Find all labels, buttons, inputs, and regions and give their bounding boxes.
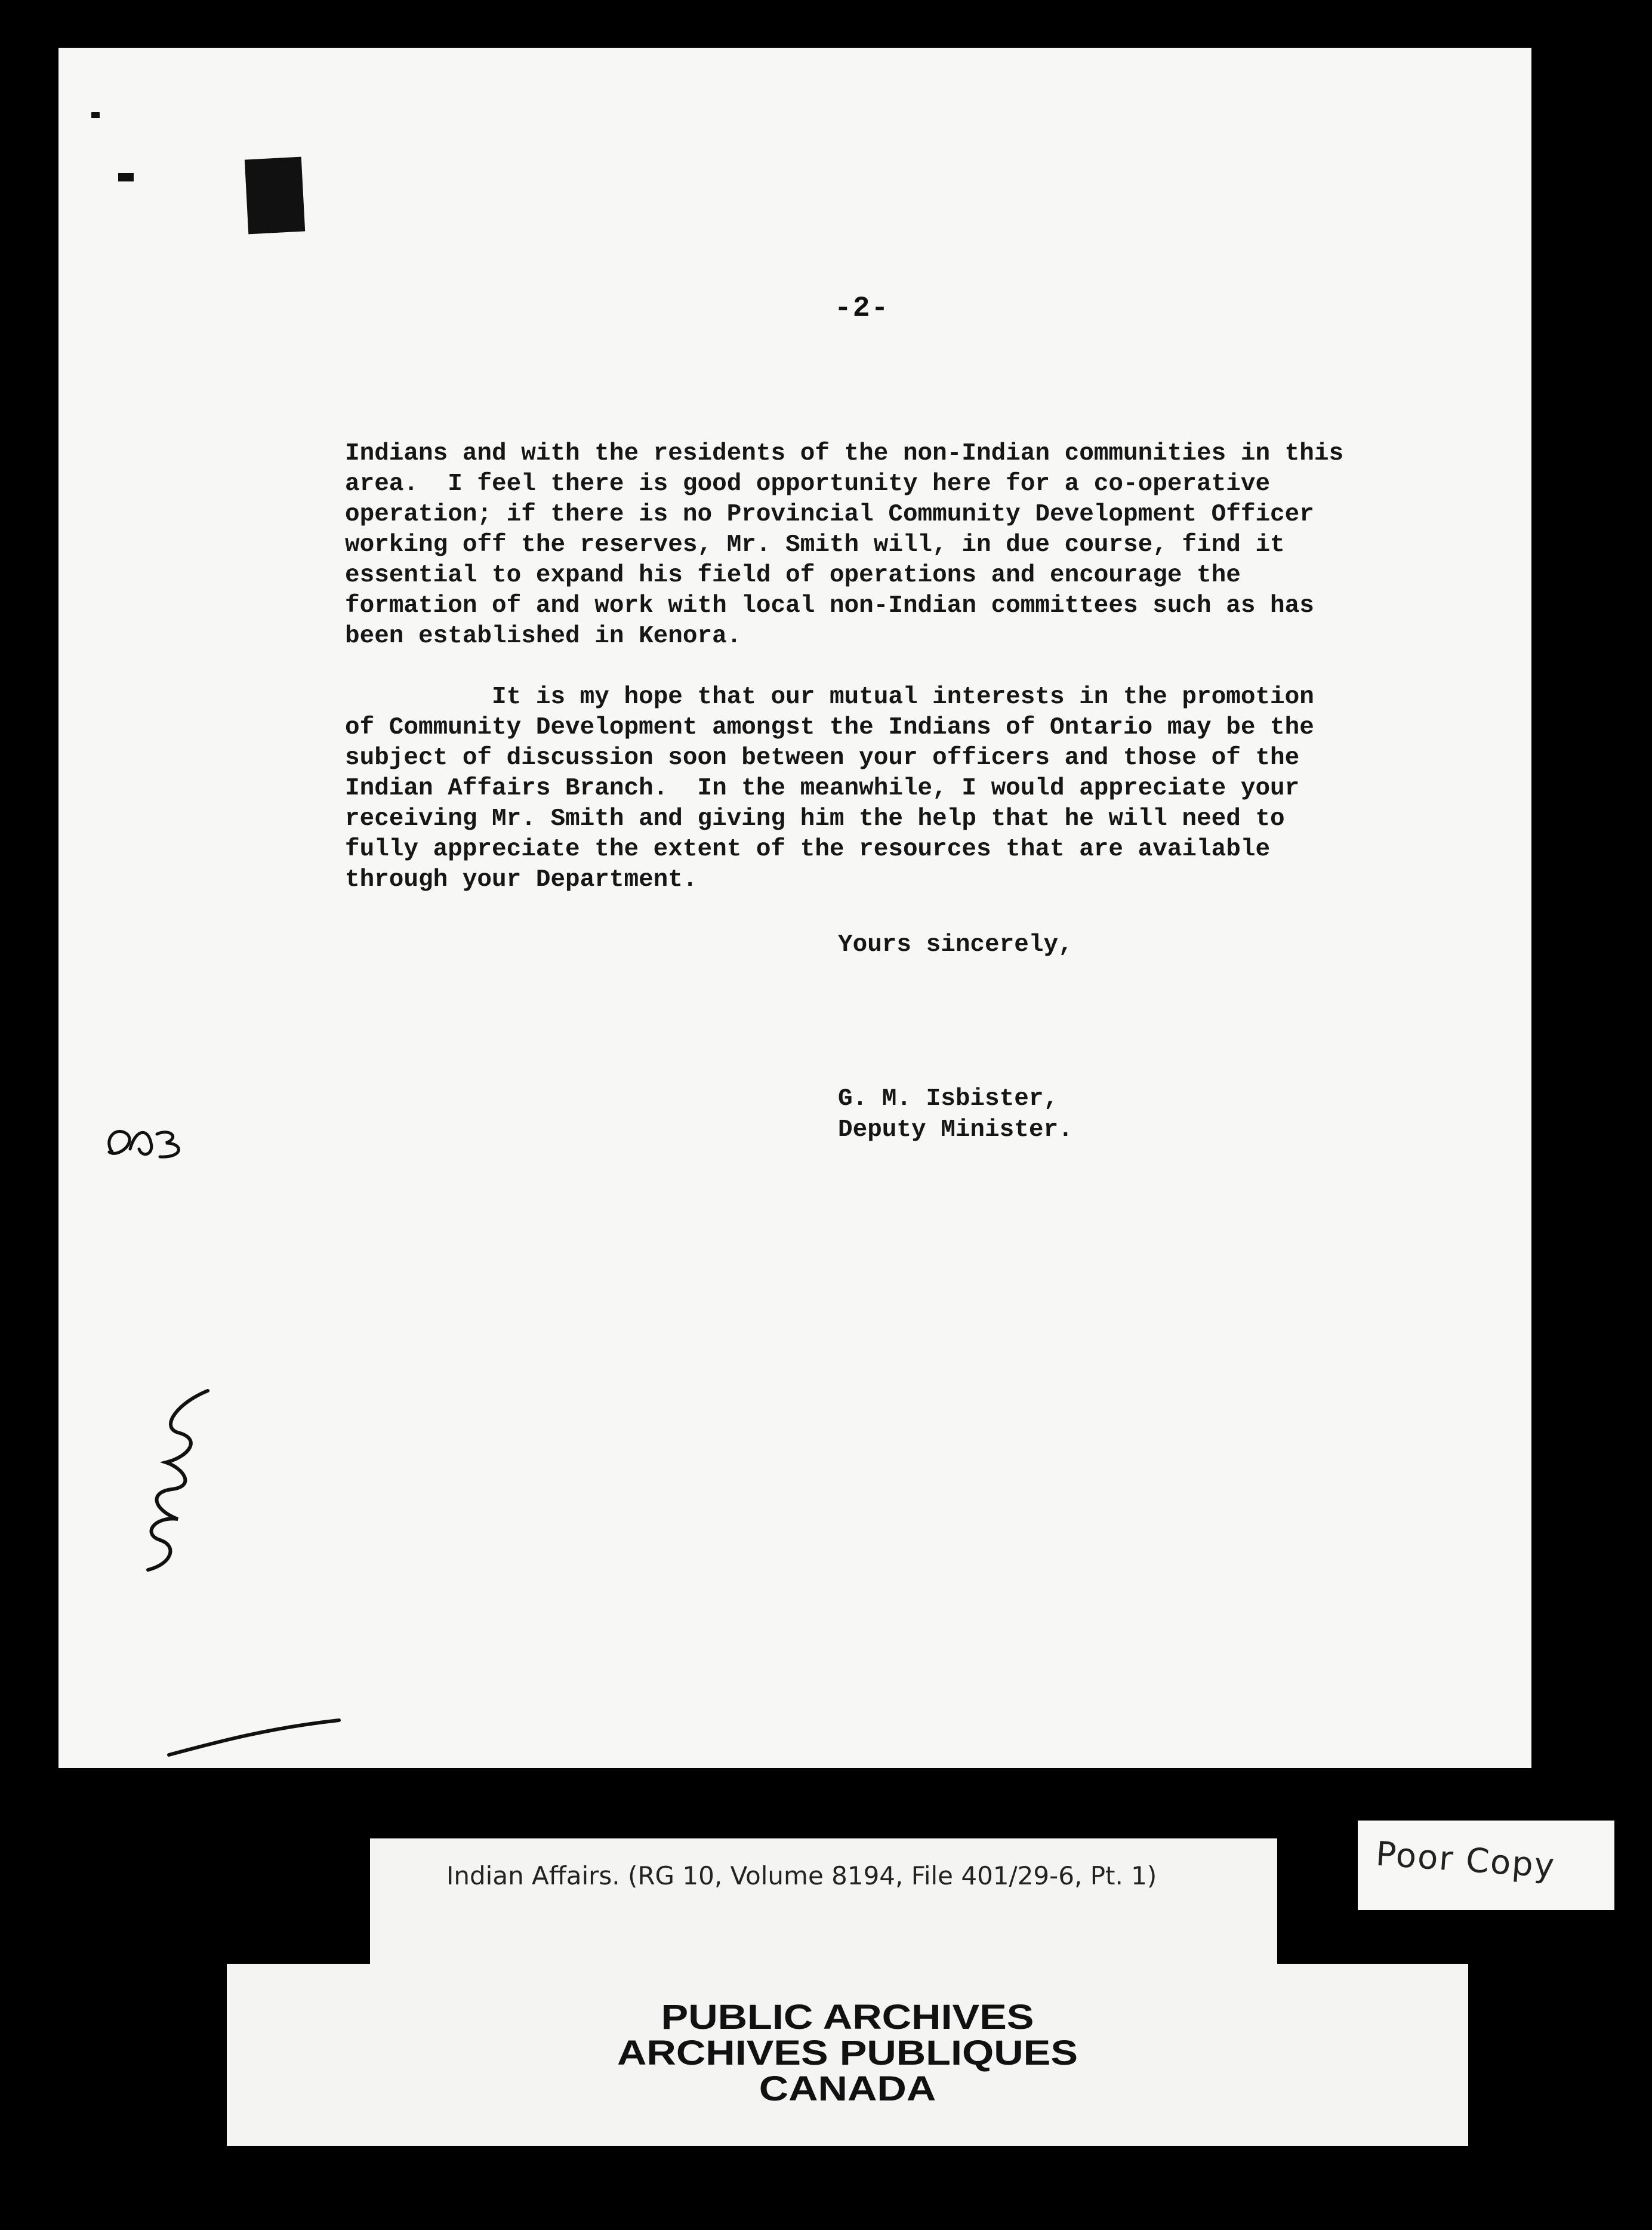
- archive-reference-slip: [370, 1838, 1277, 1976]
- letter-body: [345, 439, 1455, 895]
- stamp-line-french: ARCHIVES PUBLIQUES: [617, 2034, 1078, 2072]
- letter-closing: Yours sincerely,: [838, 931, 1073, 959]
- handwritten-file-note: [136, 1367, 232, 1582]
- scan-speck: [118, 173, 134, 181]
- signature-block: [838, 1083, 1073, 1145]
- letter-paragraph: It is my hope that our mutual interests in the promotion of Community Development amongst the Indians of Ontario may be the subject of discussion soon between your officers and those of the Indian Affairs Branch. In the meanwhile, I would appreciate your receiving Mr. Smith and giving him the help that he will need to fully appreciate the extent of the resources that are available through your Department.: [345, 683, 1314, 894]
- stamp-line-english: PUBLIC ARCHIVES: [661, 1998, 1034, 2037]
- archive-stamp-text: [115, 2000, 1580, 2107]
- signer-name: G. M. Isbister,: [838, 1085, 1059, 1113]
- signer-title: Deputy Minister.: [838, 1116, 1073, 1144]
- page-number: -2-: [834, 292, 890, 325]
- stamp-line-country: CANADA: [759, 2069, 936, 2108]
- poor-copy-label: Poor Copy: [1374, 1834, 1557, 1886]
- letter-page: [58, 48, 1531, 1768]
- scan-speck: [91, 112, 100, 118]
- handwritten-initials: [100, 1116, 202, 1170]
- poor-copy-note: [1358, 1821, 1614, 1910]
- archive-stamp: [227, 1964, 1468, 2146]
- scan-speck: [245, 157, 305, 235]
- pen-stroke: [166, 1713, 345, 1761]
- letter-paragraph: Indians and with the residents of the non-Indian communities in this area. I feel there is good opportunity here for a co-operative operation; if there is no Provincial Community Development Officer working off the reserves, Mr. Smith will, in due course, find it essential to expand his field of operations and encourage the formation of and work with local non-Indian committees such as has been established in Kenora.: [345, 440, 1344, 650]
- archive-reference: Indian Affairs. (RG 10, Volume 8194, File 401/29-6, Pt. 1): [446, 1861, 1157, 1890]
